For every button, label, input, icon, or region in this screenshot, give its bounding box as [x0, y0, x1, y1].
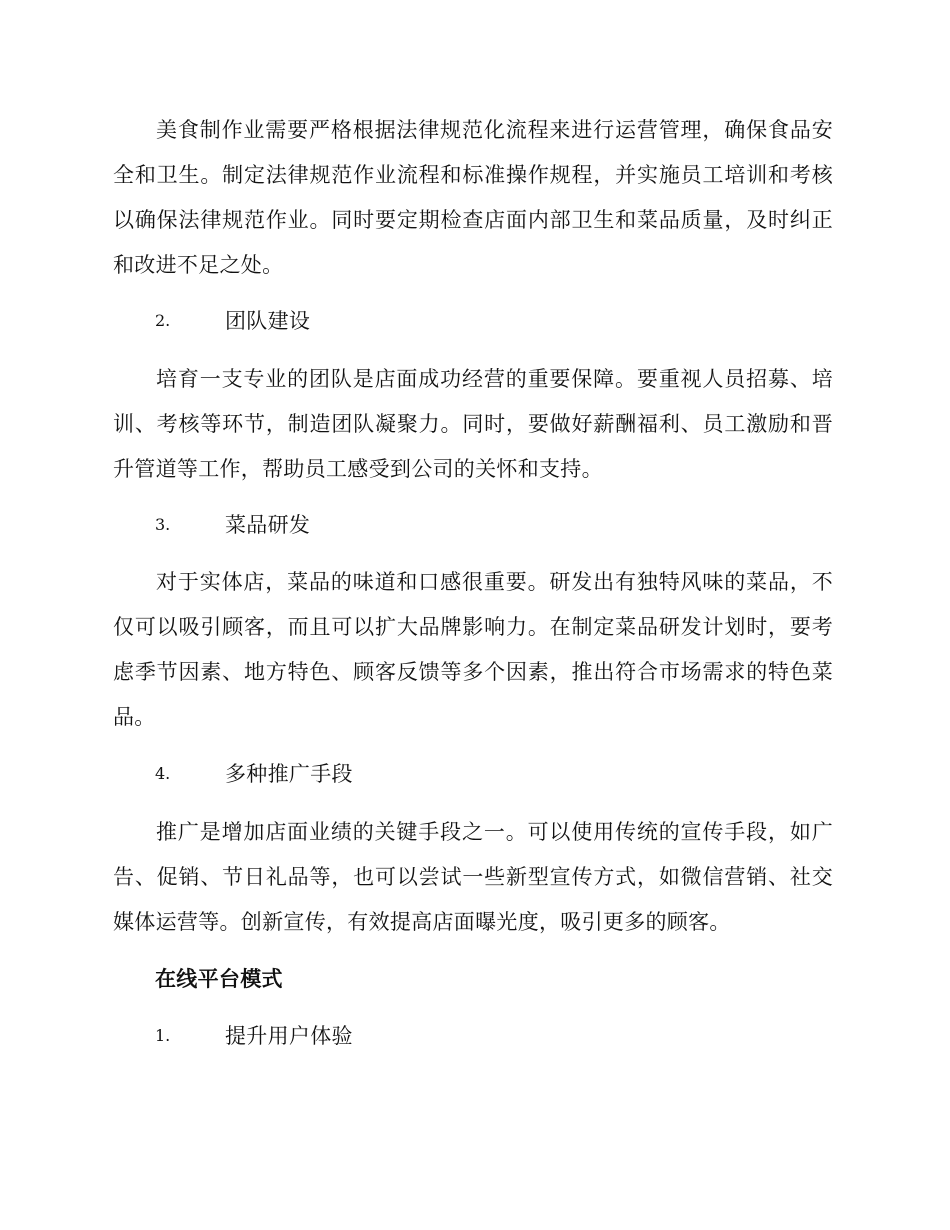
dish-development-paragraph: 对于实体店，菜品的味道和口感很重要。研发出有独特风味的菜品，不仅可以吸引顾客，而且可以扩大品牌影响力。在制定菜品研发计划时，要考虑季节因素、地方特色、顾客反馈等多个因素，推出符合市场需求的特色菜品。 — [113, 570, 833, 729]
list-item-number: 2. — [155, 311, 171, 330]
list-item-number: 4. — [155, 764, 171, 783]
list-item-title: 菜品研发 — [225, 513, 311, 537]
list-item-title: 提升用户体验 — [225, 1024, 353, 1048]
list-item-number: 3. — [155, 515, 171, 534]
list-item-title: 多种推广手段 — [225, 762, 353, 786]
list-item-number: 1. — [155, 1026, 171, 1045]
intro-paragraph: 美食制作业需要严格根据法律规范化流程来进行运营管理，确保食品安全和卫生。制定法律规范作业流程和标准操作规程，并实施员工培训和考核以确保法律规范作业。同时要定期检查店面内部卫生和菜品质量，及时纠正和改进不足之处。 — [113, 118, 833, 277]
promotion-paragraph: 推广是增加店面业绩的关键手段之一。可以使用传统的宣传手段，如广告、促销、节日礼品等，也可以尝试一些新型宣传方式，如微信营销、社交媒体运营等。创新宣传，有效提高店面曝光度，吸引更多的顾客。 — [113, 820, 833, 934]
section-heading-online-platform: 在线平台模式 — [155, 967, 283, 991]
team-building-paragraph: 培育一支专业的团队是店面成功经营的重要保障。要重视人员招募、培训、考核等环节，制造团队凝聚力。同时，要做好薪酬福利、员工激励和晋升管道等工作，帮助员工感受到公司的关怀和支持。 — [113, 367, 833, 481]
list-item-title: 团队建设 — [225, 309, 311, 333]
